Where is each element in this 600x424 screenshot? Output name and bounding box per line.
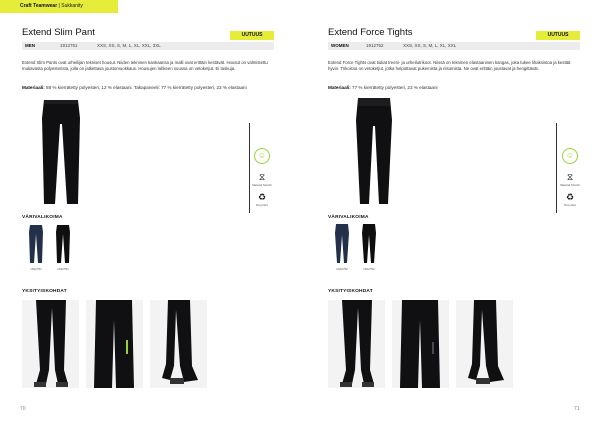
- detail-image-2: [392, 300, 449, 388]
- material-line: [328, 85, 583, 90]
- product-code: 1912752: [366, 43, 384, 48]
- color-swatch-black[interactable]: [360, 224, 378, 264]
- detail-image-2: [86, 300, 143, 388]
- stretch-icon: ⧖: [566, 172, 574, 182]
- product-spec-bar: [328, 42, 580, 50]
- product-image-slim-pant: [38, 98, 84, 206]
- swatch-label: 1912752: [336, 267, 348, 271]
- page-number: 71: [574, 406, 580, 412]
- brand-label: Craft Teamwear: [20, 3, 58, 9]
- colors-heading: VÄRIVALIKOIMA: [22, 215, 63, 220]
- product-title: Extend Slim Pant: [22, 27, 95, 38]
- swatch-label: 1912751: [30, 267, 42, 271]
- section-label: Sukkanity: [61, 3, 83, 9]
- color-swatch-navy[interactable]: [333, 224, 351, 264]
- material-line: [22, 85, 277, 90]
- icon-divider: [249, 123, 250, 213]
- stretch-icon: ⧖: [258, 172, 266, 182]
- recycled-icon: ♻: [565, 192, 575, 202]
- gender-label: MEN: [25, 43, 35, 48]
- detail-image-3: [456, 300, 513, 388]
- page-number: 70: [20, 406, 26, 412]
- colors-heading: VÄRIVALIKOIMA: [328, 215, 369, 220]
- product-code: 1912751: [60, 43, 78, 48]
- recycled-label: Recycled: [564, 203, 576, 207]
- new-badge: UUTUUS: [536, 31, 580, 40]
- icon-divider: [556, 123, 557, 213]
- detail-image-1: [22, 300, 79, 388]
- details-heading: YKSITYISKOHDAT: [22, 289, 67, 294]
- detail-image-1: [328, 300, 385, 388]
- product-spec-bar: [22, 42, 274, 50]
- product-title: Extend Force Tights: [328, 27, 413, 38]
- size-range: XXS, XS, S, M, L, XL, XXL: [403, 43, 457, 48]
- swatch-label: 1912752: [363, 267, 375, 271]
- smiley-icon: ☺: [254, 148, 270, 164]
- product-image-force-tights: [352, 98, 396, 206]
- color-swatch-black[interactable]: [54, 224, 72, 264]
- new-badge: UUTUUS: [230, 31, 274, 40]
- recycled-label: Recycled: [256, 203, 268, 207]
- detail-image-3: [150, 300, 207, 388]
- details-heading: YKSITYISKOHDAT: [328, 289, 373, 294]
- swatch-label: 1912751: [57, 267, 69, 271]
- smiley-icon: ☺: [562, 148, 578, 164]
- material-label: Materiaali:: [328, 85, 351, 90]
- right-page: [300, 0, 600, 424]
- stretch-label: Material Stretch: [560, 183, 580, 187]
- color-swatch-navy[interactable]: [27, 224, 45, 264]
- material-label: Materiaali:: [22, 85, 45, 90]
- product-description: Extend Slim Pants ovat urheilijan tekniset housut. Niiden tekninen kankaansa ja malli ovat erittäin kestävät. Housut on valmistettu mukavasta polyesterista, jolla on jatkettava joustomuokkaus. Housujen lahkeen suussa on vetoketjut. Ei taskuja.: [22, 60, 268, 71]
- material-text: 77 % kierrätetty polyesteri, 23 % elastaani: [352, 85, 438, 90]
- gender-label: WOMEN: [331, 43, 349, 48]
- product-description: Extend Force Tights ovat tiukat treeni- ja urheilutrikoot. Niissä on tekninen elastaaninen kangas, joka tukee lihaksistoa ja kestää hyvin. Trikoissa on vetoketjut, jotka helpottavat pukemista ja riisumista. Ne ovat erittäin joustavat ja hengittävät.: [328, 60, 571, 71]
- material-text: 88 % kierrätetty polyesteri, 12 % elastaani. Takapaneeli: 77 % kierrätetty polyesteri, 23 % elastaani: [46, 85, 247, 90]
- tag-separator: |: [58, 3, 60, 9]
- size-range: XXS, XS, S, M, L, XL, XXL, 3XL: [97, 43, 161, 48]
- recycled-icon: ♻: [257, 192, 267, 202]
- stretch-label: Material Stretch: [252, 183, 272, 187]
